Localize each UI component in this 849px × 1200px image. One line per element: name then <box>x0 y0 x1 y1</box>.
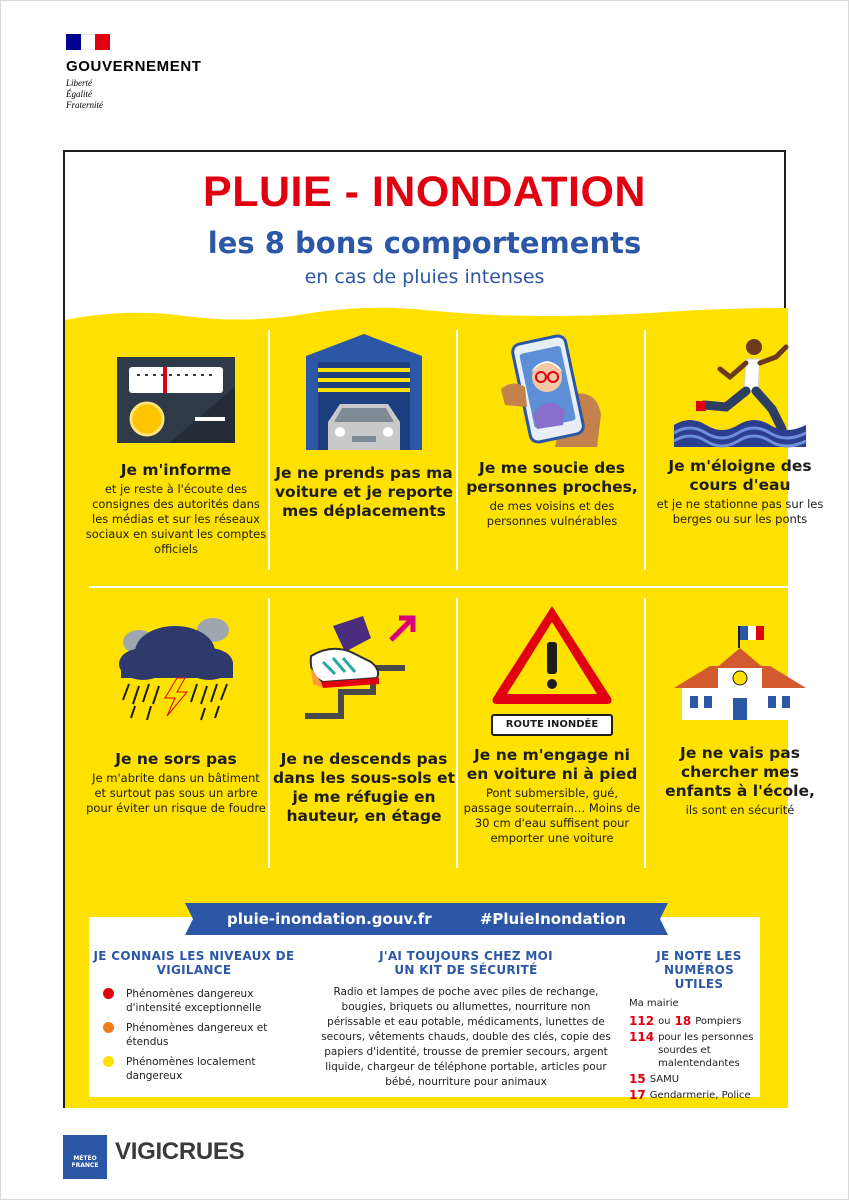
government-logo <box>66 34 202 111</box>
mairie-label: Ma mairie <box>629 998 679 1009</box>
poster-subtitle-secondary: en cas de pluies intenses <box>304 266 545 288</box>
number-row: 15 SAMU <box>629 1072 680 1086</box>
grid-divider-vertical <box>268 598 270 868</box>
poster-title: PLUIE - INONDATION <box>203 168 646 216</box>
grid-divider-vertical <box>456 330 458 570</box>
behavior-card <box>85 612 267 816</box>
vigilance-heading: JE CONNAIS LES NIVEAUX DE VIGILANCE <box>93 949 295 977</box>
marianne-flag-icon <box>66 34 110 50</box>
behavior-description: ils sont en sécurité <box>685 803 795 817</box>
vigilance-level-orange: Phénomènes dangereux et étendus <box>103 1021 299 1049</box>
vigicrues-logo: VIGICRUES <box>115 1138 245 1165</box>
behavior-title: Je ne m'engage ni en voiture ni à pied <box>466 746 638 783</box>
behavior-title: Je m'éloigne des cours d'eau <box>668 457 812 494</box>
running-person-icon <box>674 335 806 447</box>
behavior-title: Je me soucie des personnes proches, <box>466 459 638 496</box>
behavior-card <box>273 612 455 826</box>
number-row: 17 Gendarmerie, Police <box>629 1088 751 1102</box>
number-row: 114 pour les personnes sourdes et malentendantes <box>629 1030 754 1069</box>
behavior-card <box>273 332 455 521</box>
vigilance-column <box>89 949 299 1089</box>
kit-heading: J'AI TOUJOURS CHEZ MOI UN KIT DE SÉCURITÉ <box>379 949 553 977</box>
yellow-dot-icon <box>103 1056 114 1067</box>
warning-sign-icon <box>489 602 615 720</box>
behavior-card <box>649 335 831 527</box>
orange-dot-icon <box>103 1022 114 1033</box>
government-name: GOUVERNEMENT <box>66 58 202 75</box>
kit-column <box>321 949 611 1090</box>
stairs-shoe-icon <box>301 612 427 724</box>
behavior-title: Je ne vais pas chercher mes enfants à l'école, <box>665 744 815 800</box>
behavior-title: Je ne prends pas ma voiture et je reporte mes déplacements <box>274 464 454 520</box>
behavior-description: Je m'abrite dans un bâtiment et surtout pas sous un arbre pour éviter un risque de foudre <box>86 771 266 815</box>
grid-divider-vertical <box>268 330 270 570</box>
behavior-title: Je m'informe <box>120 461 232 479</box>
car-garage-icon <box>302 332 426 450</box>
poster <box>63 150 824 1108</box>
behavior-title: Je ne descends pas dans les sous-sols et je me réfugie en hauteur, en étage <box>273 750 455 825</box>
vigilance-level-red: Phénomènes dangereux d'intensité exceptionnelle <box>103 987 299 1015</box>
grid-divider-horizontal <box>89 586 820 588</box>
meteo-france-logo: MÉTÉO FRANCE <box>63 1135 107 1179</box>
kit-text: Radio et lampes de poche avec piles de rechange, bougies, briquets ou allumettes, nourriture non périssable et eau potable, médicaments, lunettes de secours, vêtements chauds, double des clés, copie des papiers d'identité, trousse de premier secours, argent liquide, chargeur de téléphone portable, articles pour bébé, nourriture pour animaux <box>321 986 611 1088</box>
banner-right-tail <box>648 903 668 935</box>
government-motto: Liberté Égalité Fraternité <box>66 78 103 110</box>
grid-divider-vertical <box>644 598 646 868</box>
behavior-title: Je ne sors pas <box>115 750 237 768</box>
route-inondee-sign: ROUTE INONDÉE <box>491 714 613 736</box>
behavior-card <box>461 602 643 846</box>
poster-subtitle: les 8 bons comportements <box>207 226 642 260</box>
phone-elderly-icon <box>497 335 607 447</box>
behavior-description: et je reste à l'écoute des consignes des autorités dans les médias et sur les réseaux sociaux en suivant les comptes officiels <box>85 482 267 556</box>
red-dot-icon <box>103 988 114 999</box>
vigilance-level-yellow: Phénomènes localement dangereux <box>103 1055 299 1083</box>
radio-icon <box>109 347 243 447</box>
numbers-column <box>629 949 769 1105</box>
website-banner <box>203 903 650 935</box>
behavior-card <box>649 622 831 818</box>
storm-cloud-icon <box>113 612 239 724</box>
behavior-description: de mes voisins et des personnes vulnérables <box>486 499 618 528</box>
behavior-card <box>461 335 643 529</box>
behavior-card <box>85 347 267 557</box>
grid-divider-vertical <box>456 598 458 868</box>
school-icon <box>670 622 810 720</box>
grid-divider-vertical <box>644 330 646 570</box>
behavior-description: et je ne stationne pas sur les berges ou sur les ponts <box>656 497 824 526</box>
numbers-heading: JE NOTE LES NUMÉROS UTILES <box>656 949 742 991</box>
website-link[interactable]: pluie-inondation.gouv.fr <box>227 910 432 928</box>
number-row: 112 ou 18 Pompiers <box>629 1014 742 1028</box>
banner-left-tail <box>185 903 205 935</box>
info-box <box>89 917 760 1102</box>
hashtag-link[interactable]: #PluieInondation <box>479 910 626 928</box>
behavior-description: Pont submersible, gué, passage souterrain… Moins de 30 cm d'eau suffisent pour emporter une voiture <box>463 786 641 845</box>
